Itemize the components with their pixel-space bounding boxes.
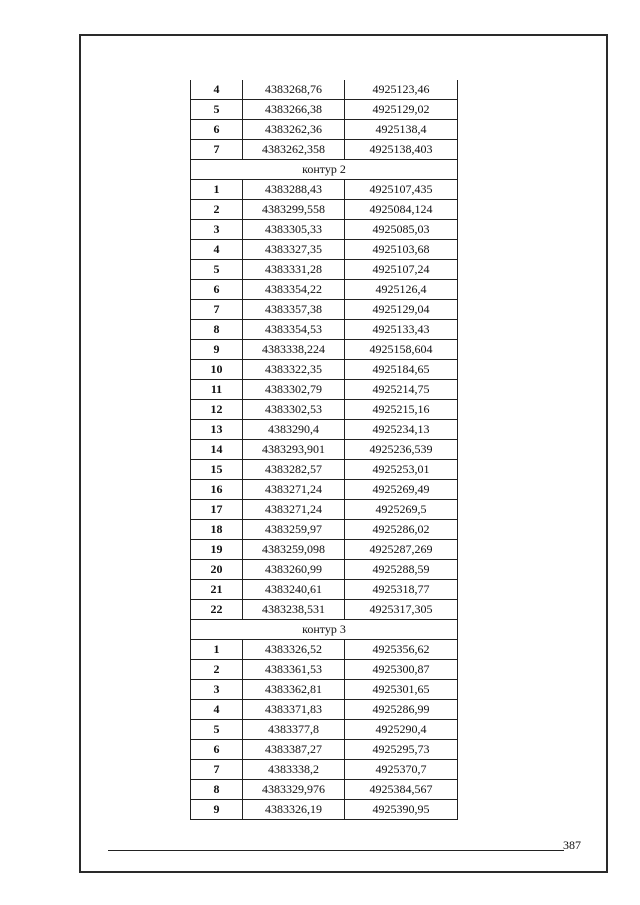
y-coordinate-cell: 4925236,539	[345, 440, 458, 460]
point-number-cell: 2	[191, 660, 243, 680]
y-coordinate-cell: 4925123,46	[345, 80, 458, 100]
x-coordinate-cell: 4383354,22	[243, 280, 345, 300]
coordinates-table-body	[191, 80, 458, 820]
y-coordinate-cell: 4925290,4	[345, 720, 458, 740]
y-coordinate-cell: 4925286,99	[345, 700, 458, 720]
table-row	[191, 500, 458, 520]
x-coordinate-cell: 4383357,38	[243, 300, 345, 320]
point-number-cell: 21	[191, 580, 243, 600]
x-coordinate-cell: 4383362,81	[243, 680, 345, 700]
x-coordinate-cell: 4383331,28	[243, 260, 345, 280]
table-row	[191, 180, 458, 200]
y-coordinate-cell: 4925295,73	[345, 740, 458, 760]
y-coordinate-cell: 4925269,49	[345, 480, 458, 500]
x-coordinate-cell: 4383302,53	[243, 400, 345, 420]
table-row	[191, 420, 458, 440]
y-coordinate-cell: 4925287,269	[345, 540, 458, 560]
table-row	[191, 200, 458, 220]
y-coordinate-cell: 4925126,4	[345, 280, 458, 300]
y-coordinate-cell: 4925158,604	[345, 340, 458, 360]
x-coordinate-cell: 4383327,35	[243, 240, 345, 260]
x-coordinate-cell: 4383338,224	[243, 340, 345, 360]
y-coordinate-cell: 4925317,305	[345, 600, 458, 620]
coordinates-table	[190, 80, 458, 820]
x-coordinate-cell: 4383354,53	[243, 320, 345, 340]
contour-header-row	[191, 620, 458, 640]
y-coordinate-cell: 4925129,02	[345, 100, 458, 120]
y-coordinate-cell: 4925214,75	[345, 380, 458, 400]
point-number-cell: 4	[191, 80, 243, 100]
table-row	[191, 720, 458, 740]
point-number-cell: 11	[191, 380, 243, 400]
y-coordinate-cell: 4925234,13	[345, 420, 458, 440]
y-coordinate-cell: 4925215,16	[345, 400, 458, 420]
point-number-cell: 4	[191, 240, 243, 260]
point-number-cell: 7	[191, 140, 243, 160]
y-coordinate-cell: 4925286,02	[345, 520, 458, 540]
table-row	[191, 560, 458, 580]
x-coordinate-cell: 4383240,61	[243, 580, 345, 600]
table-row	[191, 400, 458, 420]
y-coordinate-cell: 4925390,95	[345, 800, 458, 820]
point-number-cell: 2	[191, 200, 243, 220]
y-coordinate-cell: 4925107,24	[345, 260, 458, 280]
table-row	[191, 80, 458, 100]
x-coordinate-cell: 4383302,79	[243, 380, 345, 400]
table-row	[191, 700, 458, 720]
point-number-cell: 14	[191, 440, 243, 460]
y-coordinate-cell: 4925300,87	[345, 660, 458, 680]
contour-label: контур 2	[191, 160, 458, 180]
table-row	[191, 800, 458, 820]
table-row	[191, 460, 458, 480]
point-number-cell: 5	[191, 100, 243, 120]
x-coordinate-cell: 4383288,43	[243, 180, 345, 200]
table-row	[191, 280, 458, 300]
point-number-cell: 8	[191, 320, 243, 340]
x-coordinate-cell: 4383322,35	[243, 360, 345, 380]
table-row	[191, 640, 458, 660]
point-number-cell: 5	[191, 720, 243, 740]
x-coordinate-cell: 4383329,976	[243, 780, 345, 800]
x-coordinate-cell: 4383299,558	[243, 200, 345, 220]
y-coordinate-cell: 4925356,62	[345, 640, 458, 660]
x-coordinate-cell: 4383290,4	[243, 420, 345, 440]
point-number-cell: 5	[191, 260, 243, 280]
x-coordinate-cell: 4383377,8	[243, 720, 345, 740]
point-number-cell: 15	[191, 460, 243, 480]
y-coordinate-cell: 4925107,435	[345, 180, 458, 200]
point-number-cell: 16	[191, 480, 243, 500]
point-number-cell: 6	[191, 740, 243, 760]
table-row	[191, 380, 458, 400]
point-number-cell: 19	[191, 540, 243, 560]
point-number-cell: 9	[191, 800, 243, 820]
table-row	[191, 760, 458, 780]
y-coordinate-cell: 4925253,01	[345, 460, 458, 480]
x-coordinate-cell: 4383259,098	[243, 540, 345, 560]
x-coordinate-cell: 4383387,27	[243, 740, 345, 760]
point-number-cell: 6	[191, 120, 243, 140]
point-number-cell: 9	[191, 340, 243, 360]
table-row	[191, 220, 458, 240]
table-row	[191, 120, 458, 140]
x-coordinate-cell: 4383266,38	[243, 100, 345, 120]
point-number-cell: 20	[191, 560, 243, 580]
x-coordinate-cell: 4383259,97	[243, 520, 345, 540]
table-row	[191, 740, 458, 760]
point-number-cell: 10	[191, 360, 243, 380]
table-row	[191, 520, 458, 540]
y-coordinate-cell: 4925138,4	[345, 120, 458, 140]
point-number-cell: 6	[191, 280, 243, 300]
table-row	[191, 480, 458, 500]
point-number-cell: 3	[191, 220, 243, 240]
table-row	[191, 140, 458, 160]
y-coordinate-cell: 4925138,403	[345, 140, 458, 160]
point-number-cell: 3	[191, 680, 243, 700]
table-row	[191, 240, 458, 260]
y-coordinate-cell: 4925288,59	[345, 560, 458, 580]
x-coordinate-cell: 4383305,33	[243, 220, 345, 240]
point-number-cell: 17	[191, 500, 243, 520]
y-coordinate-cell: 4925384,567	[345, 780, 458, 800]
table-row	[191, 540, 458, 560]
point-number-cell: 22	[191, 600, 243, 620]
point-number-cell: 1	[191, 180, 243, 200]
point-number-cell: 1	[191, 640, 243, 660]
y-coordinate-cell: 4925085,03	[345, 220, 458, 240]
table-row	[191, 660, 458, 680]
table-row	[191, 360, 458, 380]
footer-rule	[108, 850, 564, 851]
y-coordinate-cell: 4925370,7	[345, 760, 458, 780]
point-number-cell: 7	[191, 300, 243, 320]
x-coordinate-cell: 4383262,358	[243, 140, 345, 160]
y-coordinate-cell: 4925269,5	[345, 500, 458, 520]
point-number-cell: 18	[191, 520, 243, 540]
point-number-cell: 8	[191, 780, 243, 800]
x-coordinate-cell: 4383326,19	[243, 800, 345, 820]
x-coordinate-cell: 4383326,52	[243, 640, 345, 660]
x-coordinate-cell: 4383271,24	[243, 480, 345, 500]
table-row	[191, 600, 458, 620]
x-coordinate-cell: 4383371,83	[243, 700, 345, 720]
x-coordinate-cell: 4383338,2	[243, 760, 345, 780]
page-number: 387	[563, 838, 581, 852]
table-row	[191, 260, 458, 280]
point-number-cell: 4	[191, 700, 243, 720]
table-row	[191, 680, 458, 700]
x-coordinate-cell: 4383268,76	[243, 80, 345, 100]
point-number-cell: 13	[191, 420, 243, 440]
table-row	[191, 340, 458, 360]
x-coordinate-cell: 4383293,901	[243, 440, 345, 460]
table-row	[191, 320, 458, 340]
point-number-cell: 7	[191, 760, 243, 780]
x-coordinate-cell: 4383282,57	[243, 460, 345, 480]
contour-header-row	[191, 160, 458, 180]
y-coordinate-cell: 4925084,124	[345, 200, 458, 220]
table-row	[191, 300, 458, 320]
point-number-cell: 12	[191, 400, 243, 420]
y-coordinate-cell: 4925318,77	[345, 580, 458, 600]
y-coordinate-cell: 4925133,43	[345, 320, 458, 340]
x-coordinate-cell: 4383238,531	[243, 600, 345, 620]
y-coordinate-cell: 4925301,65	[345, 680, 458, 700]
table-row	[191, 440, 458, 460]
y-coordinate-cell: 4925184,65	[345, 360, 458, 380]
table-row	[191, 780, 458, 800]
x-coordinate-cell: 4383262,36	[243, 120, 345, 140]
x-coordinate-cell: 4383260,99	[243, 560, 345, 580]
table-row	[191, 100, 458, 120]
table-row	[191, 580, 458, 600]
contour-label: контур 3	[191, 620, 458, 640]
x-coordinate-cell: 4383271,24	[243, 500, 345, 520]
y-coordinate-cell: 4925129,04	[345, 300, 458, 320]
y-coordinate-cell: 4925103,68	[345, 240, 458, 260]
x-coordinate-cell: 4383361,53	[243, 660, 345, 680]
